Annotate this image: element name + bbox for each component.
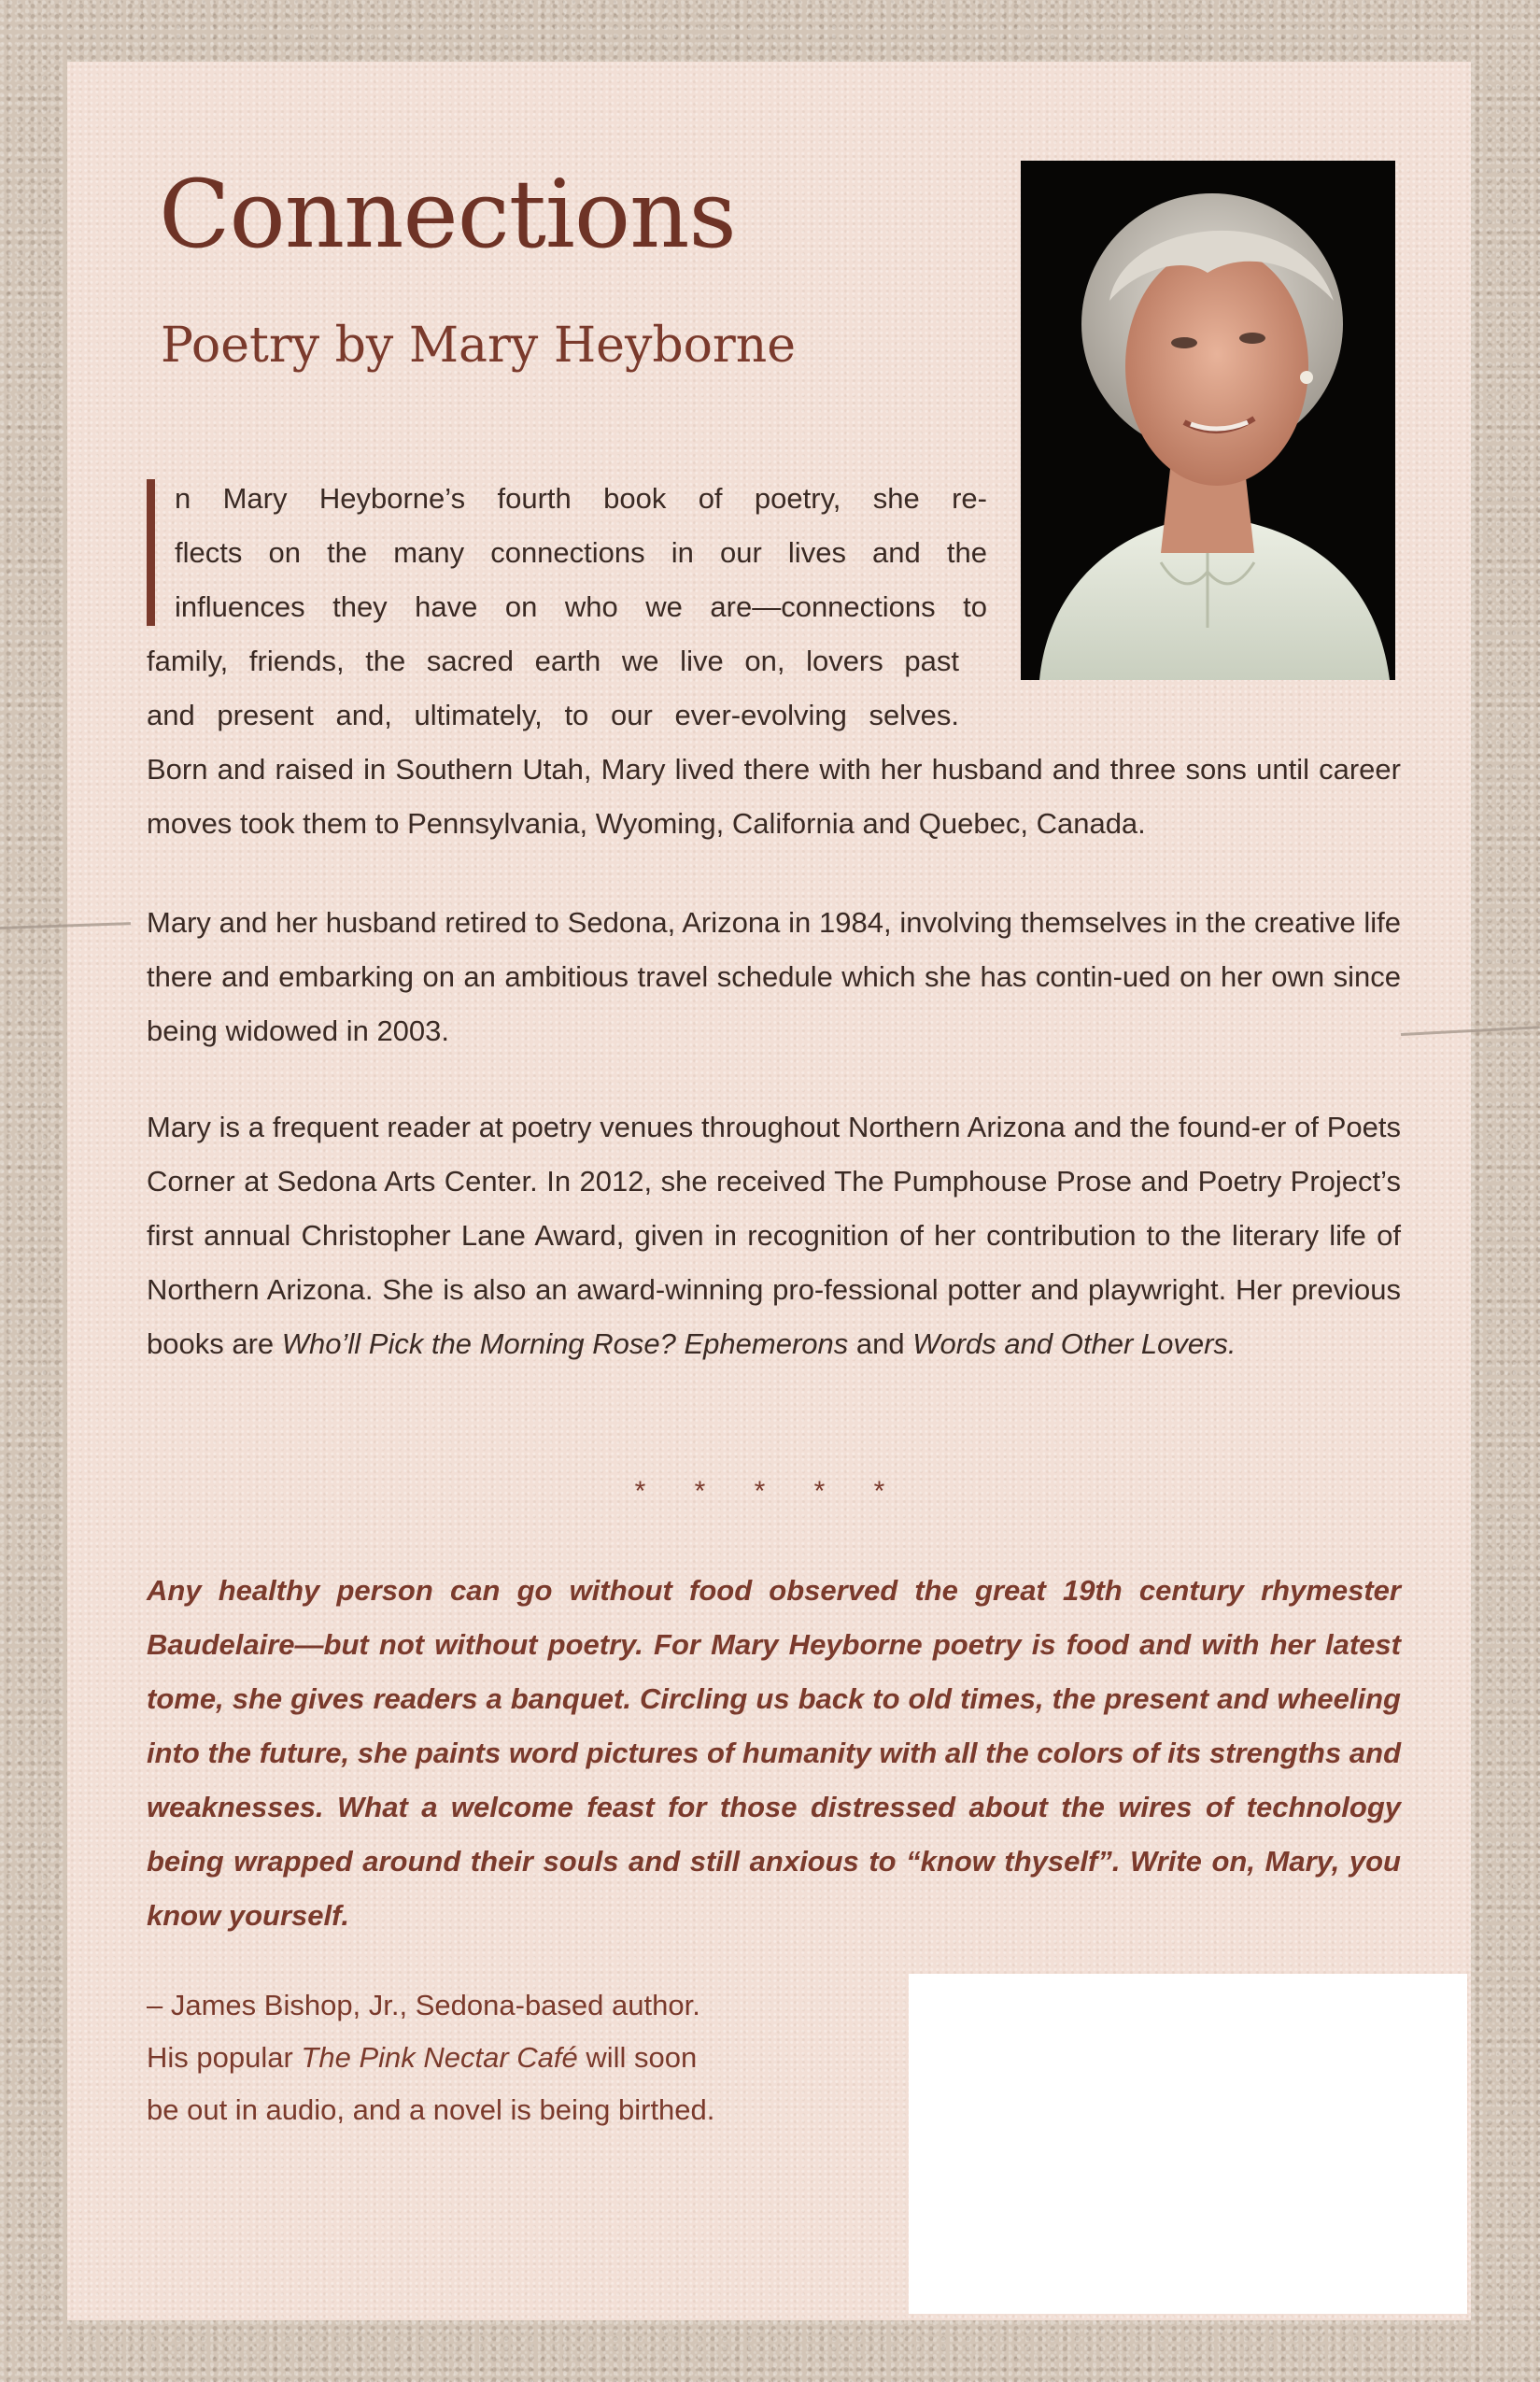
book-subtitle: Poetry by Mary Heyborne	[161, 318, 797, 374]
book-title: Connections	[159, 160, 736, 269]
attribution-book-title: The Pink Nectar Café	[301, 2041, 578, 2074]
intro-line-1: n Mary Heyborne’s fourth book of poetry, she re-	[175, 482, 987, 515]
section-separator: * * * * *	[634, 1476, 906, 1507]
intro-line-5: and present and, ultimately, to our ever-evolving selves.	[147, 699, 959, 731]
book-title-previous-2: Words and Other Lovers.	[912, 1327, 1236, 1360]
intro-paragraph	[147, 472, 1401, 851]
bio-paragraph-3: Mary is a frequent reader at poetry venues throughout Northern Arizona and the found-er of Poets Corner at Sedona Arts Center. In 2012, she received The Pumphouse Prose and Poetry Project’s first annual Christopher Lane Award, given in recognition of her contribution to the literary life of Northern Arizona. She is also an award-winning pro-fessional potter and playwright. Her previous books are Who’ll Pick the Morning Rose? Ephemerons and Words and Other Lovers.	[147, 1111, 1401, 1360]
intro-line-3: influences they have on who we are—connections to	[175, 590, 987, 623]
barcode-area	[909, 1974, 1467, 2314]
intro-rest: Born and raised in Southern Utah, Mary lived there with her husband and three sons until career moves took them to Pennsylvania, Wyoming, California and Quebec, Canada.	[147, 753, 1401, 840]
quote-attribution: – James Bishop, Jr., Sedona-based author. His popular The Pink Nectar Café will soon be out in audio, and a novel is being birthed.	[147, 1989, 715, 2126]
book-title-previous-1: Who’ll Pick the Morning Rose? Ephemerons	[281, 1327, 849, 1360]
review-quote: Any healthy person can go without food observed the great 19th century rhymester Baudelaire—but not without poetry. For Mary Heyborne poetry is food and with her latest tome, she gives readers a banquet. Circling us back to old times, the present and wheeling into the future, she paints word pictures of humanity with all the colors of its strengths and weaknesses. What a welcome feast for those distressed about the wires of technology being wrapped around their souls and still anxious to “know thyself”. Write on, Mary, you know yourself.	[147, 1574, 1401, 1932]
bio-paragraph-2: Mary and her husband retired to Sedona, Arizona in 1984, involving themselves in the creative life there and embarking on an ambitious travel schedule which she has contin-ued on her own since being widowed in 2003.	[147, 906, 1401, 1047]
intro-line-4: family, friends, the sacred earth we live on, lovers past	[147, 645, 959, 677]
intro-line-2: flects on the many connections in our lives and the	[175, 536, 987, 569]
